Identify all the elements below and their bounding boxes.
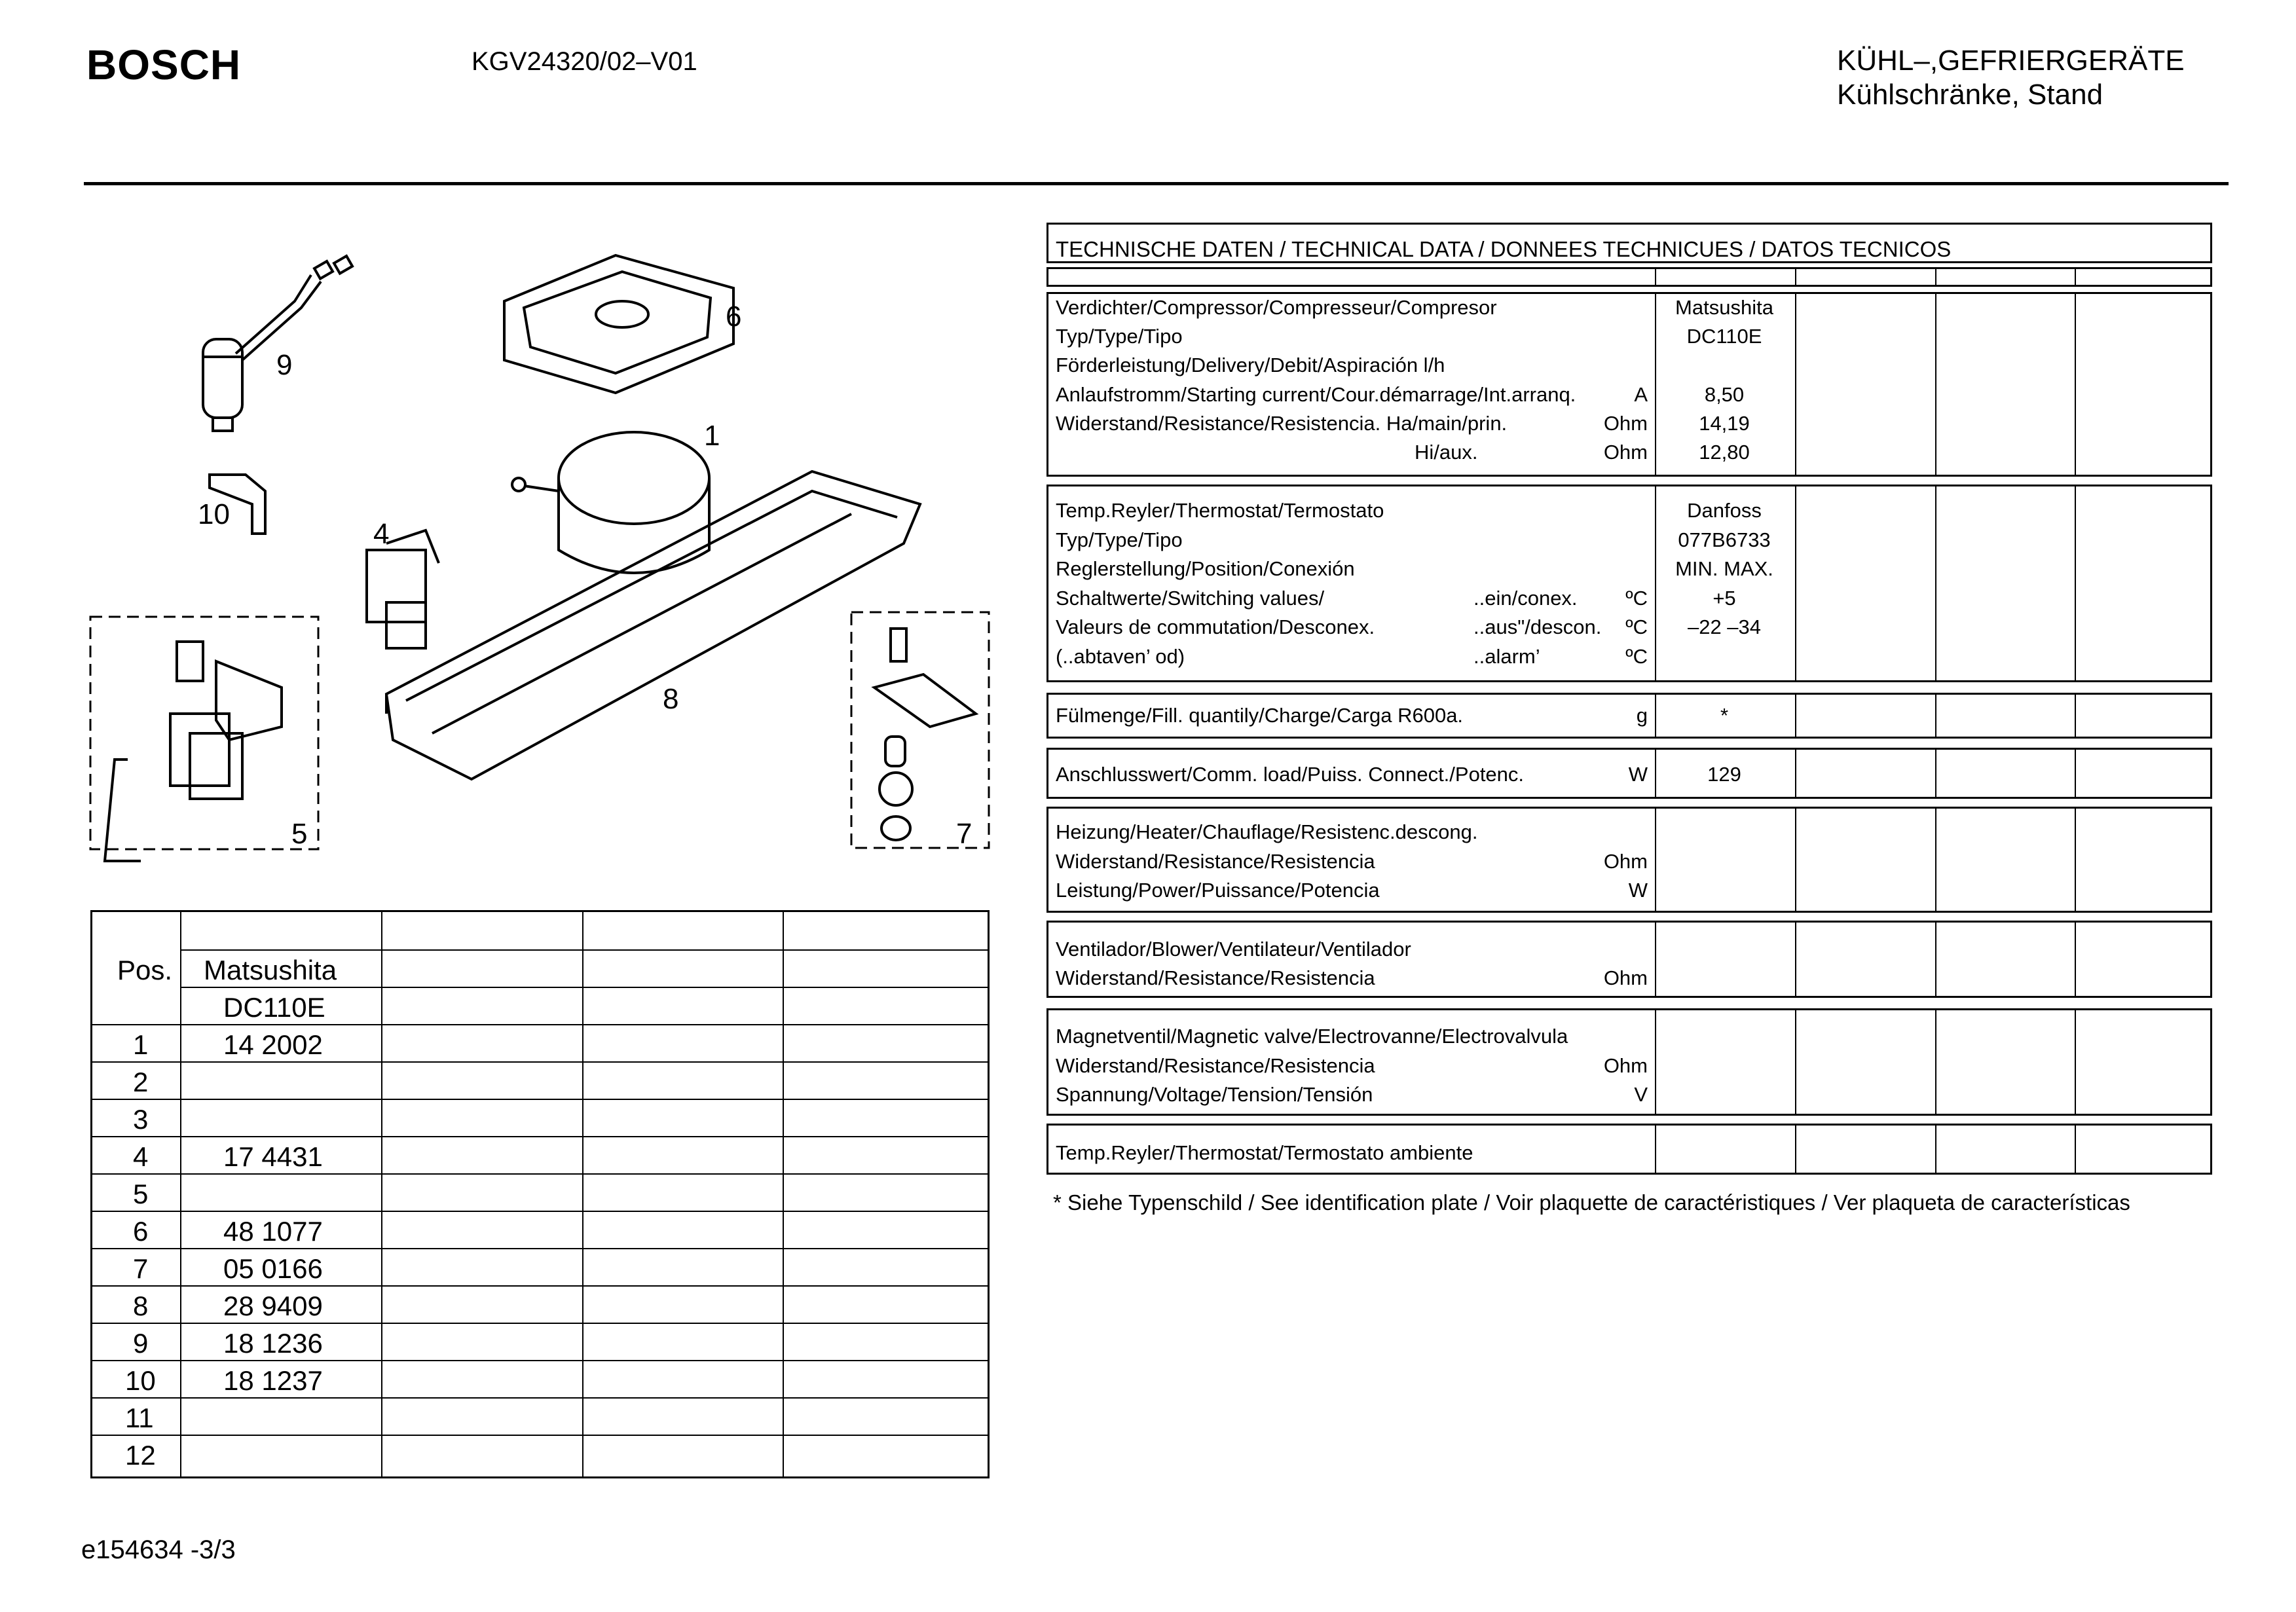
- heater-power-label: Leistung/Power/Puissance/Potencia: [1056, 879, 1380, 902]
- switching-on-value: +5: [1713, 587, 1736, 610]
- switching-off-label: ..aus"/descon.: [1473, 615, 1602, 638]
- compressor-value: Matsushita: [1675, 296, 1773, 319]
- model-number: KGV24320/02–V01: [472, 47, 697, 76]
- switching-values-label: Schaltwerte/Switching values/: [1056, 587, 1325, 610]
- magnetic-valve-label: Magnetventil/Magnetic valve/Electrovanne/Electrovalvula: [1056, 1025, 1568, 1048]
- part-7-fixings-drawing: [874, 629, 976, 840]
- resistance-main-value: 14,19: [1699, 412, 1750, 435]
- blower-resistance-label: Widerstand/Resistance/Resistencia: [1056, 966, 1375, 989]
- blower-resistance-unit: Ohm: [1603, 966, 1648, 989]
- thermostat-label: Temp.Reyler/Thermostat/Termostato: [1056, 499, 1384, 522]
- switching-on-label: ..ein/conex.: [1473, 587, 1578, 610]
- part-1-compressor-drawing: [512, 432, 709, 573]
- thermostat-type-value: 077B6733: [1678, 528, 1771, 551]
- commutation-label: Valeurs de commutation/Desconex.: [1056, 615, 1375, 638]
- heater-label: Heizung/Heater/Chauflage/Resistenc.descong.: [1056, 820, 1478, 843]
- pos-cell: 1: [133, 1029, 149, 1060]
- blower-label: Ventilador/Blower/Ventilateur/Ventilador: [1056, 938, 1411, 961]
- diagram-label-8: 8: [663, 683, 679, 715]
- identification-plate-note: * Siehe Typenschild / See identification plate / Voir plaquette de caractéristiques / Ver plaqueta de características: [1053, 1190, 2130, 1215]
- part-8-base-rail-drawing: [386, 471, 920, 779]
- part-9-relay-drawing: [203, 256, 352, 431]
- diagram-label-6: 6: [726, 301, 742, 333]
- heater-resistance-label: Widerstand/Resistance/Resistencia: [1056, 850, 1375, 873]
- defrost-label: (..abtaven’ od): [1056, 645, 1185, 668]
- pos-cell: 8: [133, 1291, 149, 1321]
- diagram-label-10: 10: [198, 498, 230, 530]
- diagram-label-1: 1: [704, 420, 720, 452]
- connected-load-unit: W: [1628, 763, 1648, 786]
- pos-cell: 5: [133, 1179, 149, 1209]
- delivery-label: Förderleistung/Delivery/Debit/Aspiración l/h: [1056, 354, 1445, 376]
- thermostat-value: Danfoss: [1687, 499, 1762, 522]
- valve-resistance-label: Widerstand/Resistance/Resistencia: [1056, 1054, 1375, 1077]
- compressor-make: Matsushita: [204, 955, 337, 985]
- fill-quantity-value: *: [1720, 704, 1729, 727]
- diagram-label-4: 4: [373, 518, 390, 550]
- compressor-type-value: DC110E: [1686, 325, 1762, 348]
- pos-cell: 4: [133, 1141, 149, 1172]
- compressor-type-label: Typ/Type/Tipo: [1056, 325, 1183, 348]
- part-6-tray-drawing: [504, 255, 733, 393]
- diagram-label-9: 9: [276, 349, 293, 381]
- diagram-label-7: 7: [956, 818, 972, 850]
- part-5-components-drawing: [105, 642, 282, 861]
- pos-cell: 9: [133, 1328, 149, 1359]
- resistance-aux-unit: Ohm: [1603, 441, 1648, 464]
- valve-voltage-label: Spannung/Voltage/Tension/Tensión: [1056, 1083, 1373, 1106]
- resistance-main-label: Widerstand/Resistance/Resistencia. Ha/main/prin.: [1056, 412, 1508, 435]
- part-number-cell: 48 1077: [223, 1216, 323, 1247]
- bosch-logo: BOSCH: [86, 41, 242, 88]
- pos-cell: 6: [133, 1216, 149, 1247]
- resistance-main-unit: Ohm: [1603, 412, 1648, 435]
- pos-cell: 12: [125, 1440, 156, 1471]
- pos-header: Pos.: [117, 955, 173, 985]
- part-7-group-frame: [851, 612, 989, 848]
- starting-current-unit: A: [1634, 383, 1648, 406]
- switching-off-unit: ºC: [1625, 615, 1648, 638]
- position-label: Reglerstellung/Position/Conexión: [1056, 557, 1355, 580]
- compressor-label: Verdichter/Compressor/Compresseur/Compresor: [1056, 296, 1497, 319]
- heater-power-unit: W: [1628, 879, 1648, 902]
- alarm-unit: ºC: [1625, 645, 1648, 668]
- part-number-cell: 17 4431: [223, 1141, 323, 1172]
- connected-load-value: 129: [1707, 763, 1741, 786]
- parts-table: [90, 910, 990, 1478]
- pos-cell: 7: [133, 1253, 149, 1284]
- category-title: KÜHL–,GEFRIERGERÄTE: [1837, 45, 2185, 77]
- heater-resistance-unit: Ohm: [1603, 850, 1648, 873]
- switching-on-unit: ºC: [1625, 587, 1648, 610]
- pos-cell: 3: [133, 1104, 149, 1135]
- compressor-type: DC110E: [223, 992, 325, 1023]
- part-number-cell: 18 1236: [223, 1328, 323, 1359]
- valve-resistance-unit: Ohm: [1603, 1054, 1648, 1077]
- tech-data-title: TECHNISCHE DATEN / TECHNICAL DATA / DONNEES TECHNICUES / DATOS TECNICOS: [1056, 237, 1952, 261]
- thermostat-type-label: Typ/Type/Tipo: [1056, 528, 1183, 551]
- connected-load-label: Anschlusswert/Comm. load/Puiss. Connect./Potenc.: [1056, 763, 1525, 786]
- ambient-thermostat-label: Temp.Reyler/Thermostat/Termostato ambiente: [1056, 1141, 1473, 1164]
- pos-cell: 10: [125, 1365, 156, 1396]
- valve-voltage-unit: V: [1634, 1083, 1648, 1106]
- starting-current-value: 8,50: [1704, 383, 1745, 406]
- diagram-label-5: 5: [291, 818, 308, 850]
- resistance-aux-value: 12,80: [1699, 441, 1750, 464]
- part-number-cell: 28 9409: [223, 1291, 323, 1321]
- pos-cell: 11: [125, 1402, 154, 1433]
- exploded-parts-diagram: [79, 216, 1009, 877]
- part-number-cell: 18 1237: [223, 1365, 323, 1396]
- resistance-aux-label: Hi/aux.: [1415, 441, 1478, 464]
- header-rule: [84, 182, 2229, 185]
- part-number-cell: 14 2002: [223, 1029, 323, 1060]
- fill-quantity-label: Fülmenge/Fill. quantily/Charge/Carga R600a.: [1056, 704, 1464, 727]
- tech-data-column-header-row: [1046, 267, 2212, 287]
- category-subtitle: Kühlschränke, Stand: [1837, 79, 2103, 111]
- pos-cell: 2: [133, 1067, 149, 1097]
- position-value: MIN. MAX.: [1675, 557, 1773, 580]
- alarm-label: ..alarm’: [1473, 645, 1540, 668]
- fill-quantity-unit: g: [1636, 704, 1648, 727]
- document-code: e154634 -3/3: [81, 1535, 236, 1564]
- starting-current-label: Anlaufstromm/Starting current/Cour.démarrage/Int.arranq.: [1056, 383, 1576, 406]
- part-number-cell: 05 0166: [223, 1253, 323, 1284]
- switching-off-value: –22 –34: [1687, 615, 1762, 638]
